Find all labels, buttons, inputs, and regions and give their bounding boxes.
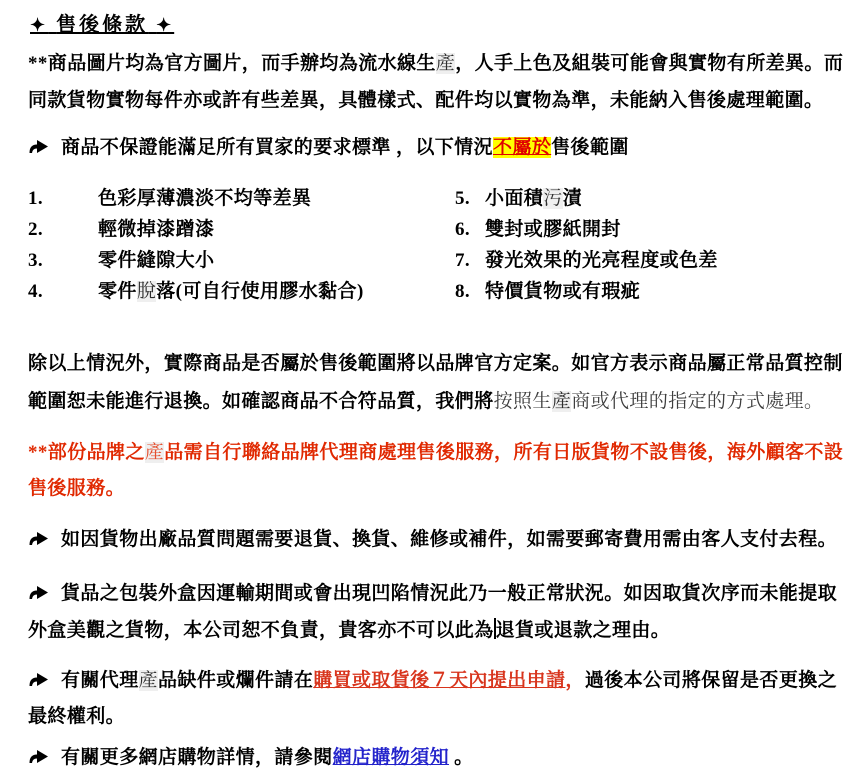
item-number: 3. [28,250,44,271]
list-item [28,183,455,214]
bullet-arrow-icon [28,584,49,601]
item-text: 特價貨物或有瑕疵 [485,281,641,302]
page-title [30,8,174,37]
brand-note-paragraph [28,435,846,507]
defects-text: 過後本公司將保留是否更換之最終權利。 [28,670,838,727]
item-number: 2. [28,219,44,240]
bullet-arrow-icon [28,671,49,688]
more-info-paragraph [28,743,846,773]
item-text: 輕微掉漆蹭漆 [98,219,215,240]
intro-text: **商品圖片均為官方圖片，而手辦均為流水線生 [28,53,436,74]
list-item [28,276,455,307]
bullet-arrow-icon [28,530,49,547]
item-number: 4. [28,281,44,302]
list-item [455,214,846,245]
exclusion-list-right [455,183,846,307]
page-title-text: 售後條款 [56,14,149,36]
list-item [455,276,846,307]
notice-paragraph [28,133,846,163]
returns-text: 如因貨物出廠品質問題需要退貨、換貨、維修或補件，如需要郵寄費用需由客人支付去程。 [61,529,838,550]
item-number: 8. [455,281,471,302]
defects-text: ， [565,670,585,691]
shop-guide-link[interactable]: 網店購物須知 [332,747,450,768]
packaging-text: 退貨或退款之理由。 [495,620,671,641]
item-text: 小面積 [485,188,544,209]
list-item [28,214,455,245]
brand-note-text: 品需自行聯絡品牌代理商處理售後服務，所有日版貨物不設售後，海外顧客不設售後服務。 [28,442,844,499]
brand-note-text: **部份品牌之 [28,442,145,463]
item-text: 發光效果的光亮程度或色差 [485,250,718,271]
list-item [455,245,846,276]
item-text: 零件 [98,281,137,302]
defects-paragraph [28,663,846,735]
list-item [28,245,455,276]
item-text: 色彩厚薄濃淡不均等差異 [98,188,312,209]
defects-text: 有關代理 [61,670,139,691]
fallback-char: 產 [138,670,159,691]
returns-paragraph [28,525,846,555]
item-text: 雙封或膠紙開封 [485,219,621,240]
policy-muted-text: 商或代理的指定的方式處理。 [571,391,824,412]
intro-text: ，人手上色及組裝可能會與實物有所差異。而同款貨物實物每件亦或許有些差異，具體樣式、配件均以實物為準，未能納入售後處理範圍。 [28,53,844,111]
notice-text: 商品不保證能滿足所有買家的要求標準 ，以下情況 [61,137,493,158]
intro-paragraph [28,45,846,119]
item-text: 零件縫隙大小 [98,250,215,271]
more-info-text: 。 [449,747,474,768]
fallback-char: 脫 [136,281,157,302]
item-number: 7. [455,250,471,271]
packaging-paragraph [28,575,846,649]
item-number: 1. [28,188,44,209]
deadline-emphasis: 購買或取貨後７天內提出申請 [313,670,566,691]
item-text: 漬 [562,188,583,209]
policy-muted-text: 按照生 [493,391,552,412]
exclusion-list [28,183,846,307]
item-text: 落(可自行使用膠水黏合) [156,281,364,302]
packaging-text: 貨品之包裝外盒因運輸期間或會出現凹陷情況此乃一般正常狀況。如因取貨次序而未能提取外盒美觀之貨物，本公司恕不負責，貴客亦不可以此為 [28,583,838,641]
title-star-icon: ✦ [156,15,175,35]
exclusion-list-left [28,183,455,307]
item-number: 5. [455,188,471,209]
defects-text: 品缺件或爛件請在 [158,670,314,691]
fallback-char: 產 [435,53,456,74]
item-number: 6. [455,219,471,240]
fallback-char: 產 [551,391,572,412]
policy-paragraph [28,345,846,421]
list-item [455,183,846,214]
more-info-text: 有關更多網店購物詳情，請參閱 [61,747,333,768]
fallback-char: 產 [144,442,165,463]
fallback-char: 污 [543,188,563,209]
notice-text: 售後範圍 [551,137,629,158]
policy-text: 除以上情況外，實際商品是否屬於售後範圍將以品牌官方定案。如官方表示商品屬正常品質控制範圍恕未能進行退換。如確認商品不合符品質，我們將 [28,353,843,412]
title-star-icon: ✦ [30,15,49,35]
bullet-arrow-icon [28,748,49,765]
bullet-arrow-icon [28,138,49,155]
highlight-term: 不屬於 [492,137,552,158]
